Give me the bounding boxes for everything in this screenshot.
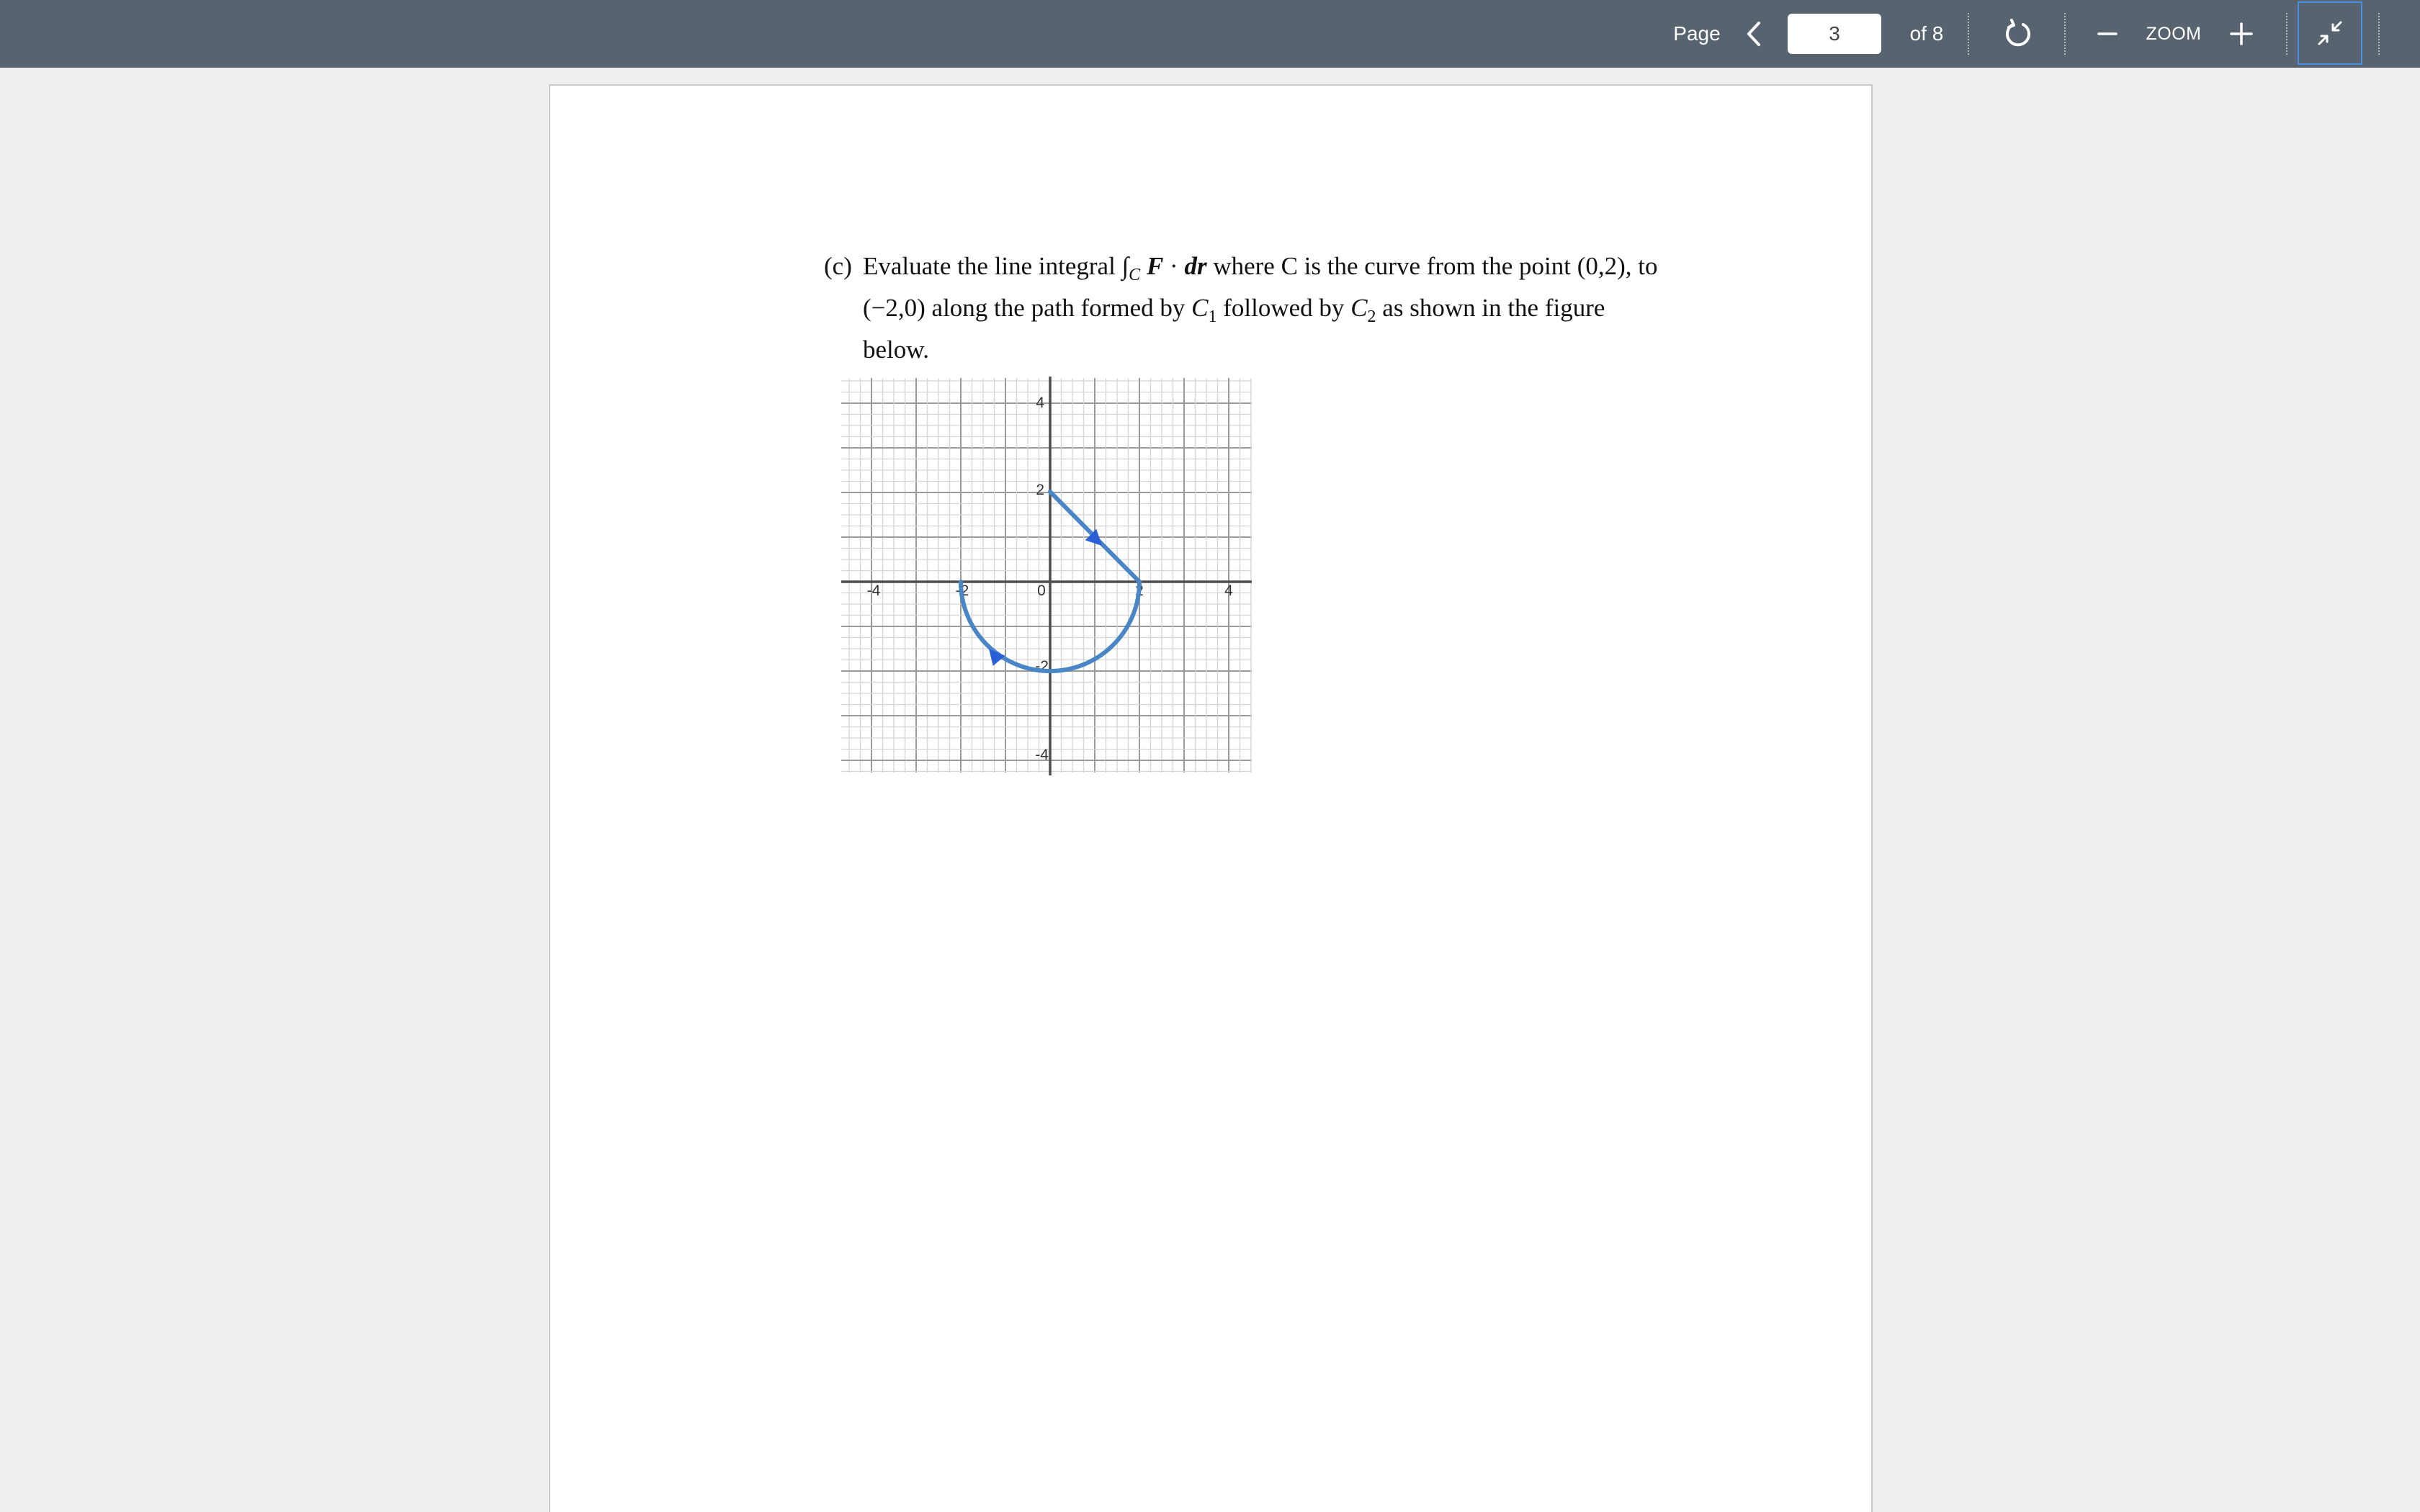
- chevron-left-icon: [1746, 21, 1762, 47]
- differential-symbol: dr: [1184, 252, 1207, 280]
- previous-page-button[interactable]: [1736, 0, 1772, 68]
- question-text-part: followed by: [1216, 294, 1351, 322]
- curve-figure: [841, 377, 1258, 777]
- x-tick-label: -4: [866, 582, 881, 599]
- question-text: [863, 250, 1659, 366]
- question-text-part: as shown in the figure below.: [863, 294, 1605, 364]
- rotate-button[interactable]: [1995, 0, 2041, 68]
- y-tick-label: 4: [1036, 395, 1044, 411]
- toolbar-divider: [2378, 13, 2380, 55]
- x-tick-label: 2: [1135, 582, 1144, 599]
- zoom-in-button[interactable]: [2223, 0, 2260, 68]
- rotate-icon: [2002, 18, 2034, 50]
- x-tick-label: 0: [1037, 582, 1046, 599]
- toolbar-divider: [1968, 13, 1969, 55]
- curve-c2-subscript: 2: [1367, 307, 1376, 326]
- x-tick-label: 4: [1224, 582, 1233, 599]
- curve-c1-symbol: C: [1191, 294, 1209, 322]
- curve-c1-subscript: 1: [1208, 307, 1217, 326]
- page-label: Page: [1673, 22, 1721, 45]
- pdf-page: [549, 84, 1873, 1512]
- curve-c2-symbol: C: [1350, 294, 1368, 322]
- question-c: [824, 250, 1659, 366]
- collapse-icon: [2316, 19, 2344, 47]
- toolbar-divider: [2286, 13, 2287, 55]
- minus-icon: [2097, 23, 2118, 45]
- dot-symbol: ·: [1163, 252, 1185, 280]
- y-tick-label: -2: [1035, 658, 1049, 675]
- zoom-label: ZOOM: [2146, 23, 2202, 44]
- exit-fullscreen-button[interactable]: [2298, 1, 2362, 65]
- chevron-right-icon: [1865, 21, 1881, 47]
- zoom-out-button[interactable]: [2089, 0, 2126, 68]
- grid-lines: [841, 378, 1252, 773]
- vector-field-symbol: F: [1146, 252, 1164, 280]
- question-text-part: where C is the curve from the point (0,2), to (−2,0) along the path formed by: [863, 252, 1658, 322]
- x-tick-label: -2: [955, 582, 969, 599]
- toolbar-divider: [2064, 13, 2066, 55]
- y-tick-label: 2: [1036, 482, 1044, 498]
- plus-icon: [2229, 22, 2254, 46]
- question-label: (c): [824, 252, 852, 280]
- question-text-part: Evaluate the line integral ∫: [863, 252, 1129, 280]
- next-page-button[interactable]: [1855, 0, 1891, 68]
- y-tick-label: -4: [1035, 747, 1049, 763]
- pdf-toolbar: [0, 0, 2420, 68]
- page-count-label: of 8: [1909, 22, 1944, 45]
- integral-subscript: C: [1129, 266, 1141, 284]
